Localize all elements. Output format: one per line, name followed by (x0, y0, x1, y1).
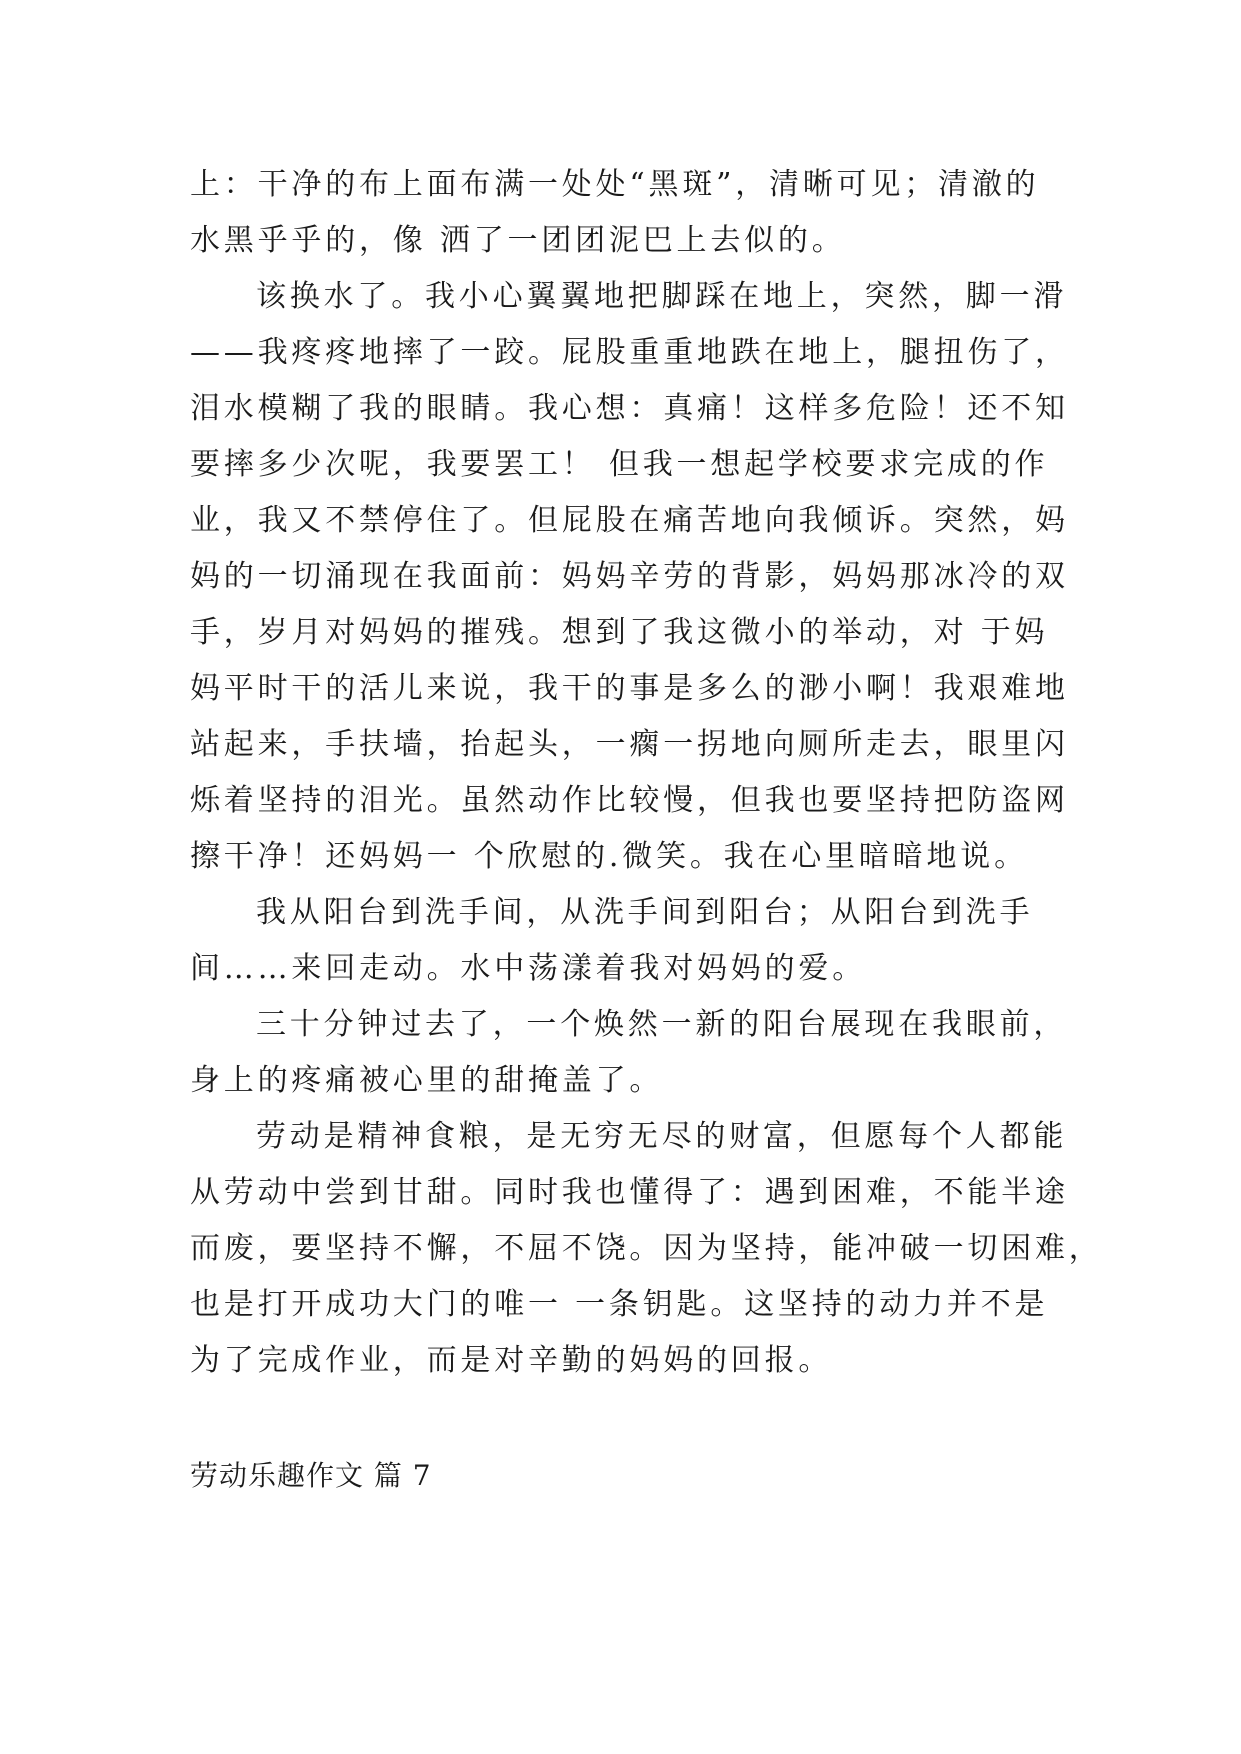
text-line: 妈的一切涌现在我面前：妈妈辛劳的背影，妈妈那冰冷的双 (190, 559, 1069, 594)
text-line: 妈平时干的活儿来说，我干的事是多么的渺小啊！我艰难地 (190, 671, 1069, 706)
text-line: ——我疼疼地摔了一跤。屁股重重地跌在地上，腿扭伤了， (190, 335, 1069, 370)
paragraph-start-line: 三十分钟过去了，一个焕然一新的阳台展现在我眼前， (256, 1007, 1068, 1042)
text-line: 而废，要坚持不懈，不屈不饶。因为坚持，能冲破一切困难， (190, 1231, 1103, 1266)
text-line: 手，岁月对妈妈的摧残。想到了我这微小的举动，对 于妈 (190, 615, 1049, 650)
text-line: 水黑乎乎的，像 洒了一团团泥巴上去似的。 (190, 223, 846, 258)
paragraph-start-line: 我从阳台到洗手间，从洗手间到阳台；从阳台到洗手 (256, 895, 1034, 930)
text-line: 上：干净的布上面布满一处处“黑斑”，清晰可见；清澈的 (190, 167, 1040, 202)
text-line: 烁着坚持的泪光。虽然动作比较慢，但我也要坚持把防盗网 (190, 783, 1069, 818)
text-line: 身上的疼痛被心里的甜掩盖了。 (190, 1063, 664, 1098)
text-line: 间……来回走动。水中荡漾着我对妈妈的爱。 (190, 951, 866, 986)
text-line: 站起来，手扶墙，抬起头，一瘸一拐地向厕所走去，眼里闪 (190, 727, 1069, 762)
text-line: 泪水模糊了我的眼睛。我心想：真痛！这样多危险！还不知 (190, 391, 1069, 426)
text-line: 也是打开成功大门的唯一 一条钥匙。这坚持的动力并不是 (190, 1287, 1049, 1322)
section-heading: 劳动乐趣作文 篇 7 (190, 1459, 432, 1492)
text-line: 要摔多少次呢，我要罢工！ 但我一想起学校要求完成的作 (190, 447, 1049, 482)
paragraph-start-line: 该换水了。我小心翼翼地把脚踩在地上，突然，脚一滑 (256, 279, 1068, 314)
text-line: 擦干净！还妈妈一 个欣慰的.微笑。我在心里暗暗地说。 (190, 839, 1028, 874)
text-line: 从劳动中尝到甘甜。同时我也懂得了：遇到困难，不能半途 (190, 1175, 1069, 1210)
text-line: 业，我又不禁停住了。但屁股在痛苦地向我倾诉。突然，妈 (190, 503, 1069, 538)
paragraph-start-line: 劳动是精神食粮，是无穷无尽的财富，但愿每个人都能 (256, 1119, 1068, 1154)
text-line: 为了完成作业，而是对辛勤的妈妈的回报。 (190, 1343, 833, 1378)
